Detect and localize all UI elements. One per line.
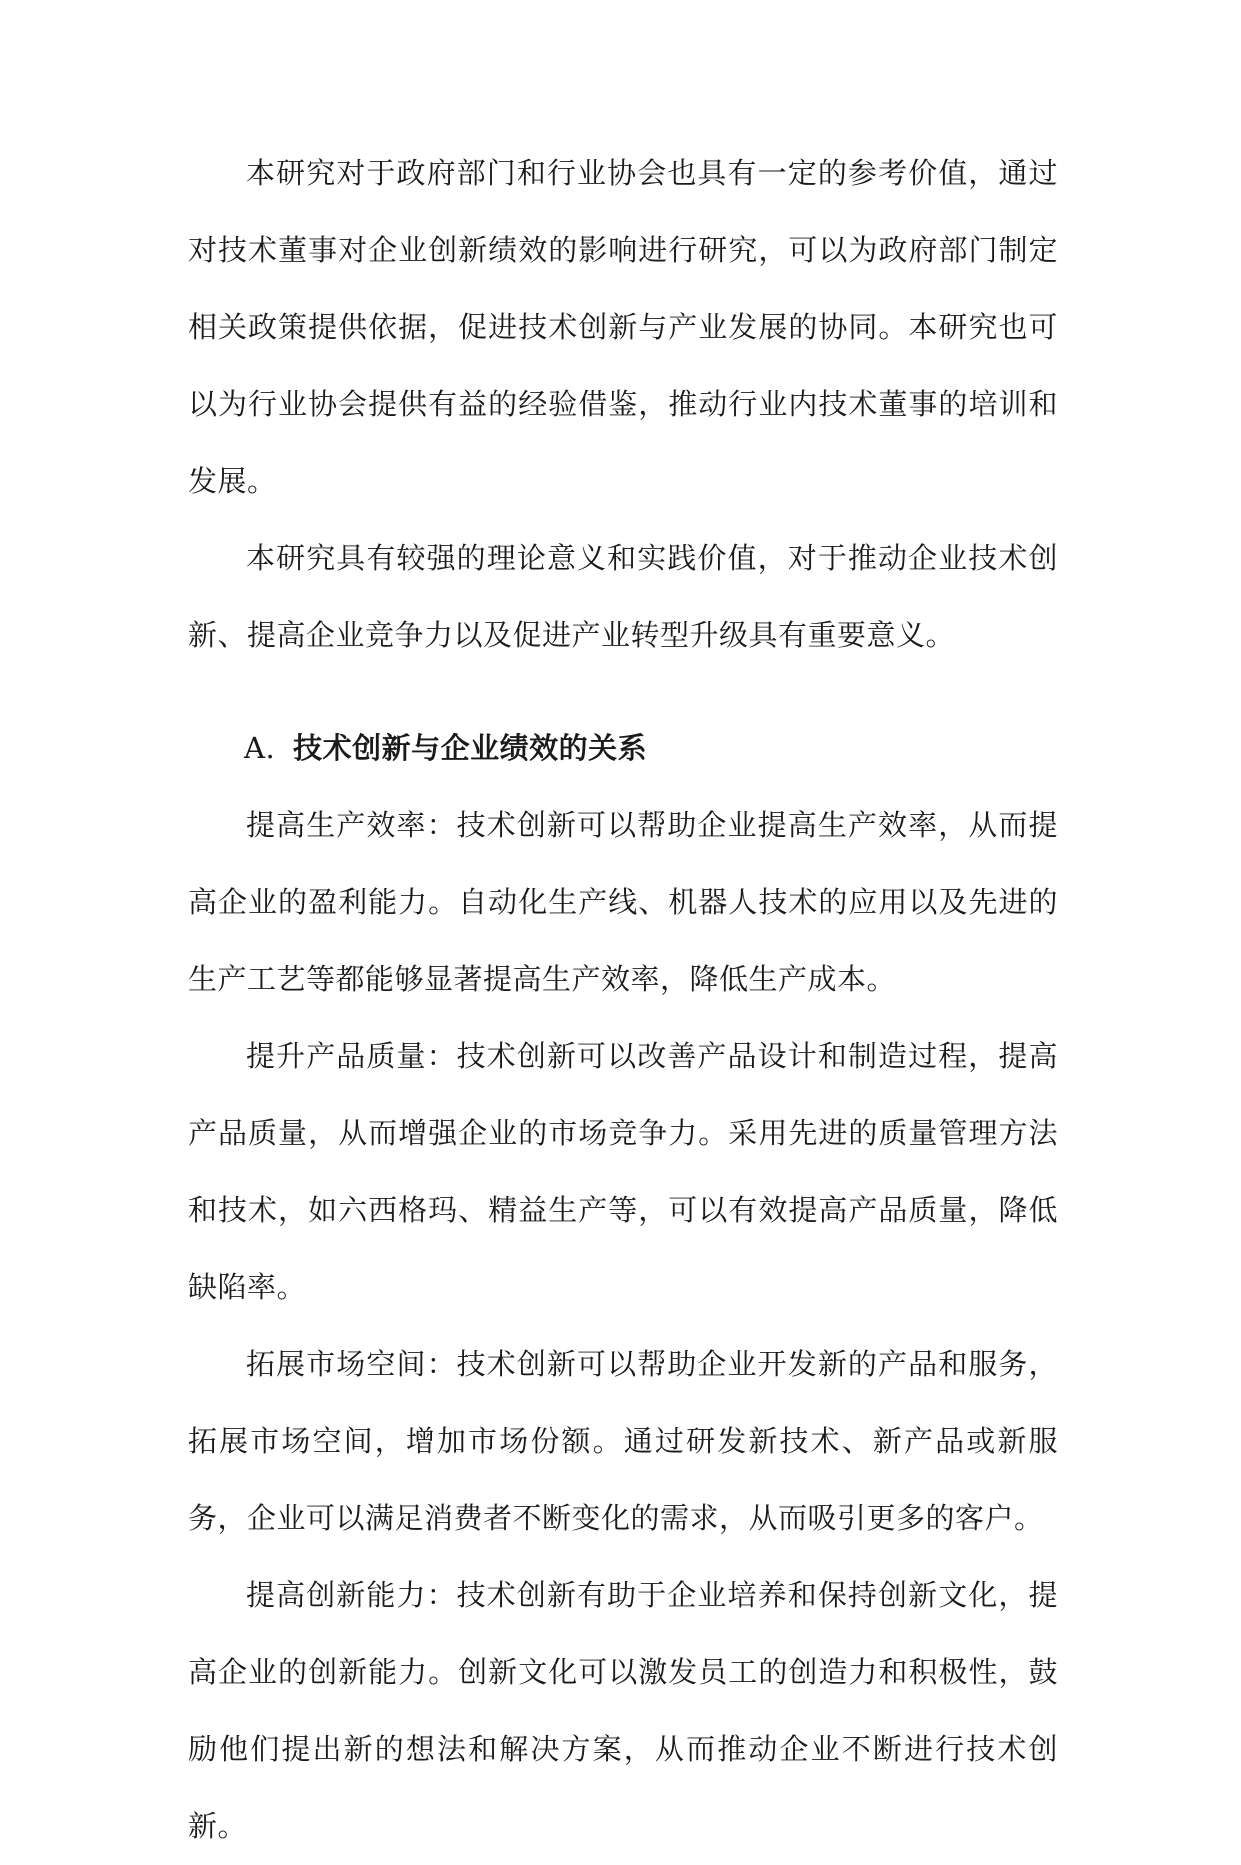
paragraph-production-efficiency: 提高生产效率：技术创新可以帮助企业提高生产效率，从而提高企业的盈利能力。自动化生产线、机器人技术的应用以及先进的生产工艺等都能够显著提高生产效率，降低生产成本。 [188,808,1058,996]
section-title: 技术创新与企业绩效的关系 [293,731,648,765]
paragraph-significance: 本研究具有较强的理论意义和实践价值，对于推动企业技术创新、提高企业竞争力以及促进产业转型升级具有重要意义。 [188,541,1058,652]
paragraph-product-quality: 提升产品质量：技术创新可以改善产品设计和制造过程，提高产品质量，从而增强企业的市场竞争力。采用先进的质量管理方法和技术，如六西格玛、精益生产等，可以有效提高产品质量，降低缺陷率。 [188,1039,1058,1304]
paragraph-innovation-capability: 提高创新能力：技术创新有助于企业培养和保持创新文化，提高企业的创新能力。创新文化可以激发员工的创造力和积极性，鼓励他们提出新的想法和解决方案，从而推动企业不断进行技术创新。 [188,1578,1058,1843]
paragraph-reference-value: 本研究对于政府部门和行业协会也具有一定的参考价值，通过对技术董事对企业创新绩效的影响进行研究，可以为政府部门制定相关政策提供依据，促进技术创新与产业发展的协同。本研究也可以为行业协会提供有益的经验借鉴，推动行业内技术董事的培训和发展。 [188,156,1058,498]
document-body [188,135,1058,1865]
section-number: A. [244,731,276,765]
section-heading [188,710,1058,787]
paragraph-market-expansion: 拓展市场空间：技术创新可以帮助企业开发新的产品和服务，拓展市场空间，增加市场份额。通过研发新技术、新产品或新服务，企业可以满足消费者不断变化的需求，从而吸引更多的客户。 [188,1347,1058,1535]
